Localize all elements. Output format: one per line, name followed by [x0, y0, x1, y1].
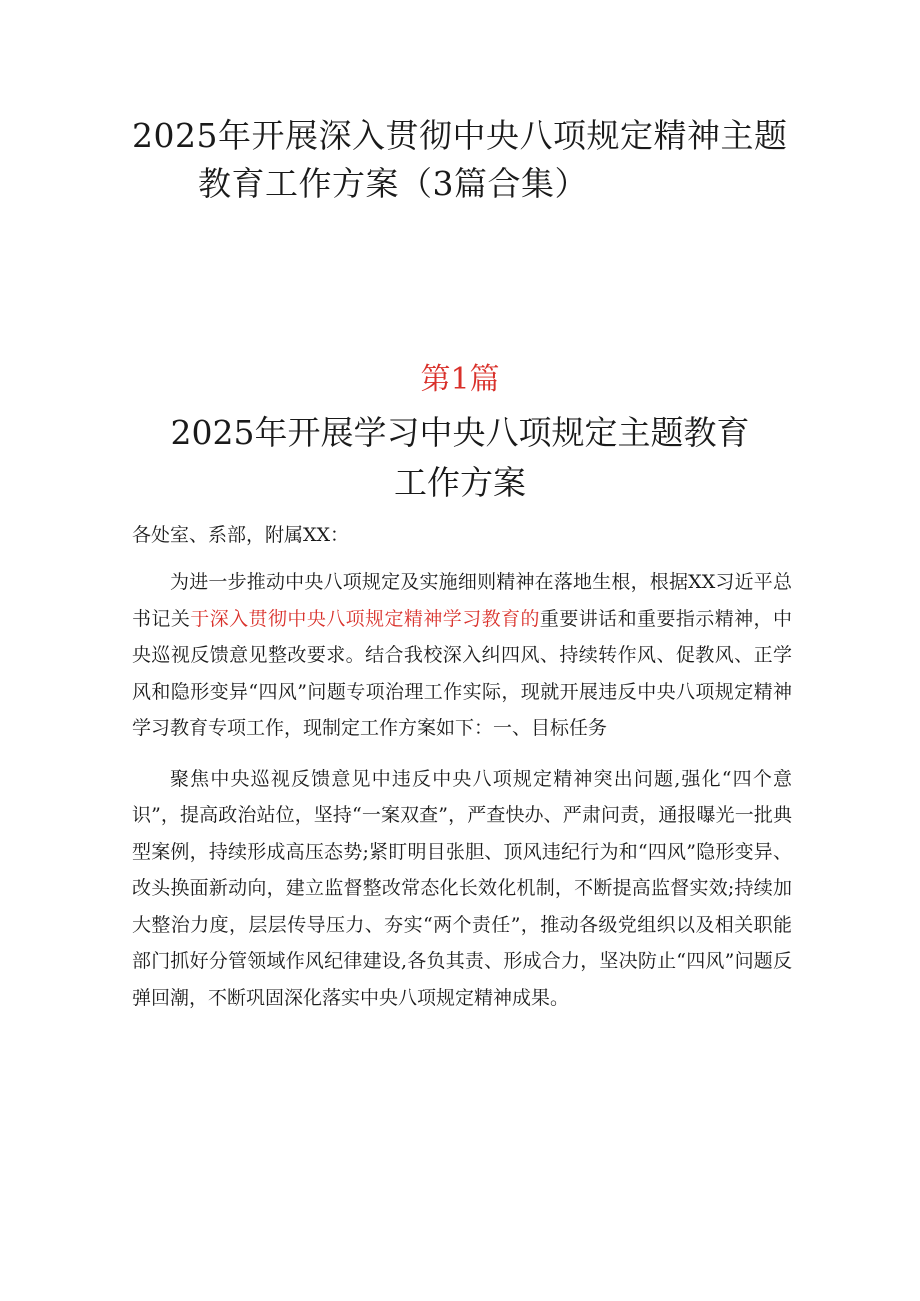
document-title-line-2: 教育工作方案（3篇合集）	[198, 164, 588, 203]
part-title	[0, 408, 920, 508]
document-body	[132, 518, 792, 1016]
part-title-line-1: 2025年开展学习中央八项规定主题教育	[170, 413, 750, 452]
part-title-line-2: 工作方案	[394, 463, 526, 502]
paragraph-1-highlight: 于深入贯彻中央八项规定精神学习教育的	[190, 607, 540, 630]
paragraph-1	[132, 564, 792, 747]
salutation: 各处室、系部，附属XX：	[132, 524, 350, 546]
document-title	[110, 112, 810, 208]
paragraph-1-text-start: 为进一步推动中央八项规定及实施细则精神在落地生根，根据XX习近平总书记关	[132, 571, 792, 630]
paragraph-1-text-end: 重要讲话和重要指示精神，中央巡视反馈意见整改要求。结合我校深入纠四风、持续转作风、促教风、正学风和隐形变异“四风”问题专项治理工作实际，现就开展违反中央八项规定精神学习教育专项工作，现制定工作方案如下：一、目标任务	[132, 607, 792, 739]
part-label: 第1篇	[420, 362, 500, 397]
document-title-line-1: 2025年开展深入贯彻中央八项规定精神主题	[132, 116, 788, 155]
paragraph-2: 聚焦中央巡视反馈意见中违反中央八项规定精神突出问题,强化“四个意识”，提高政治站位，坚持“一案双查”，严查快办、严肃问责，通报曝光一批典型案例，持续形成高压态势;紧盯明目张胆、顶风违纪行为和“四风”隐形变异、改头换面新动向，建立监督整改常态化长效化机制，不断提高监督实效;持续加大整治力度，层层传导压力、夯实“两个责任”，推动各级党组织以及相关职能部门抓好分管领域作风纪律建设,各负其责、形成合力，坚决防止“四风”问题反弹回潮，不断巩固深化落实中央八项规定精神成果。	[132, 767, 792, 1009]
